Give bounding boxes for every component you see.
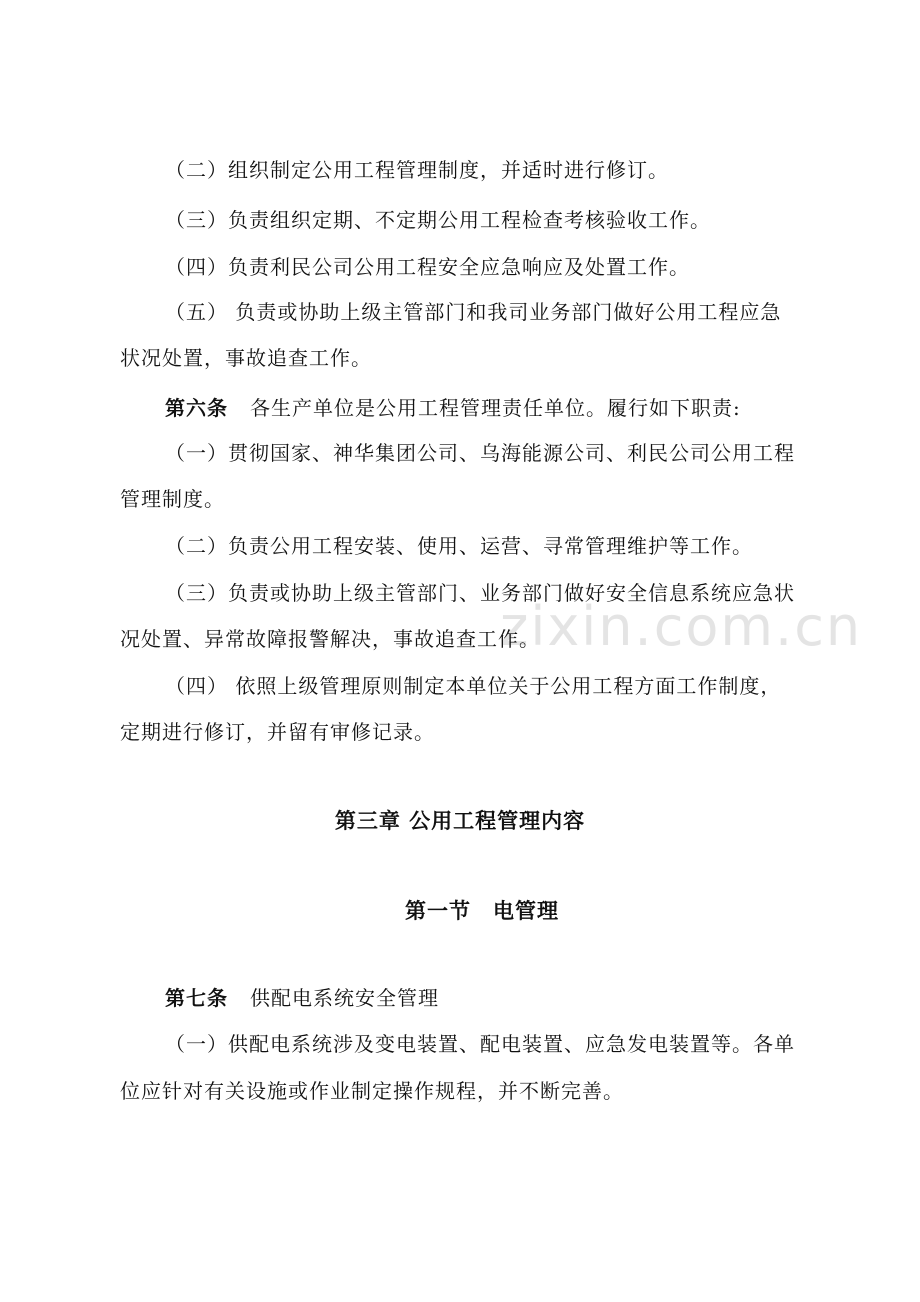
paragraph-line: （三）负责组织定期、不定期公用工程检查考核验收工作。	[165, 208, 711, 232]
article-text: 各生产单位是公用工程管理责任单位。履行如下职责:	[250, 396, 741, 420]
article-number: 第七条	[165, 986, 228, 1010]
paragraph-line: 管理制度。	[120, 487, 225, 511]
article-seven-line	[165, 983, 439, 1013]
article-number: 第六条	[165, 396, 228, 420]
article-text: 供配电系统安全管理	[250, 986, 439, 1010]
paragraph-line: （五） 负责或协助上级主管部门和我司业务部门做好公用工程应急	[165, 300, 782, 324]
paragraph-line: 位应针对有关设施或作业制定操作规程，并不断完善。	[120, 1079, 624, 1103]
paragraph-line: （四） 依照上级管理原则制定本单位关于公用工程方面工作制度，	[165, 674, 782, 698]
section-heading: 第一节 电管理	[405, 898, 559, 923]
paragraph-line: 状况处置，事故追查工作。	[120, 346, 372, 370]
article-six-line	[165, 393, 741, 423]
watermark-text: zixin.com.cn	[500, 595, 863, 658]
chapter-heading: 第三章 公用工程管理内容	[334, 808, 586, 833]
paragraph-line: （一）供配电系统涉及变电装置、配电装置、应急发电装置等。各单	[165, 1032, 795, 1056]
paragraph-line: （三）负责或协助上级主管部门、业务部门做好安全信息系统应急状	[165, 581, 795, 605]
paragraph-line: （四）负责利民公司公用工程安全应急响应及处置工作。	[165, 255, 690, 279]
paragraph-line: （二）负责公用工程安装、使用、运营、寻常管理维护等工作。	[165, 534, 753, 558]
paragraph-line: （二）组织制定公用工程管理制度，并适时进行修订。	[165, 158, 669, 182]
paragraph-line: （一）贯彻国家、神华集团公司、乌海能源公司、利民公司公用工程	[165, 441, 795, 465]
paragraph-line: 况处置、异常故障报警解决，事故追查工作。	[120, 627, 540, 651]
paragraph-line: 定期进行修订，并留有审修记录。	[120, 720, 435, 744]
